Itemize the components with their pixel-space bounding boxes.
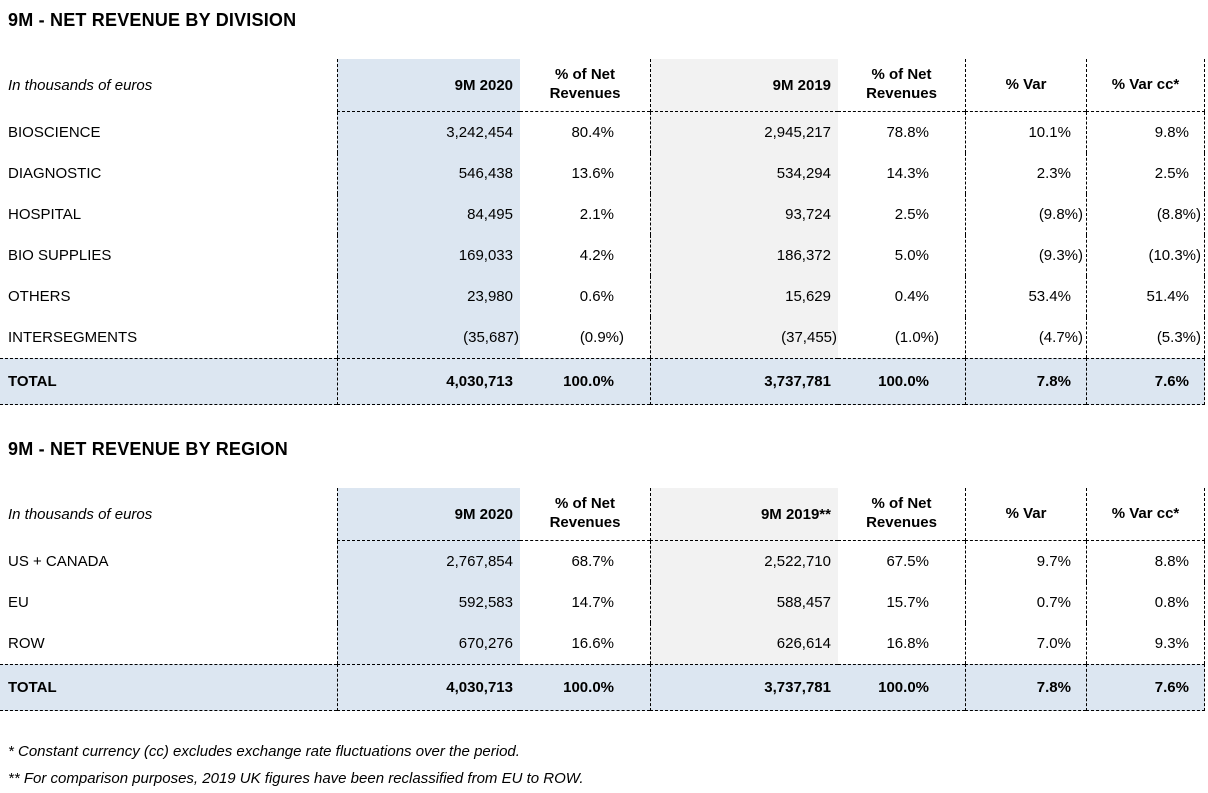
row-label-row: ROW — [8, 635, 45, 652]
cell-value: (8.8%) — [1086, 194, 1205, 235]
total-cell-value: 7.8% — [965, 358, 1086, 405]
cell-value: (9.3%) — [965, 235, 1086, 276]
total-cell-value: 7.6% — [1086, 664, 1205, 711]
col-header-pct-var-cc: % Var cc* — [1086, 488, 1205, 541]
net-revenue-by-division-table — [0, 59, 1208, 405]
col-header-9m-2020: 9M 2020 — [337, 488, 520, 541]
col-header-pct-net-revenues-2020: % of Net Revenues — [520, 59, 650, 112]
row-label-eu: EU — [8, 594, 29, 611]
region-table-title: 9M - NET REVENUE BY REGION — [8, 439, 288, 459]
cell-value: 0.4% — [894, 288, 929, 305]
cell-value: (35,687) — [337, 317, 520, 358]
cell-value: 0.6% — [579, 288, 614, 305]
cell-value: 68.7% — [571, 553, 614, 570]
row-label-bioscience: BIOSCIENCE — [8, 124, 101, 141]
cell-value: 2.3% — [965, 153, 1086, 194]
cell-value: 9.7% — [965, 541, 1086, 582]
cell-value: (37,455) — [650, 317, 838, 358]
cell-value: 53.4% — [965, 276, 1086, 317]
total-cell-value: 3,737,781 — [650, 664, 838, 711]
cell-value: 2,945,217 — [650, 112, 838, 153]
col-header-pct-var: % Var — [965, 59, 1086, 112]
cell-value: 2,522,710 — [650, 541, 838, 582]
col-header-pct-net-revenues-2019: % of Net Revenues — [838, 488, 965, 541]
row-label-hospital: HOSPITAL — [8, 206, 82, 223]
cell-value: 15,629 — [650, 276, 838, 317]
col-header-9m-2019: 9M 2019 — [650, 59, 838, 112]
cell-value: 9.3% — [1086, 623, 1205, 664]
total-cell-value: 4,030,713 — [337, 358, 520, 405]
row-label-diagnostic: DIAGNOSTIC — [8, 165, 102, 182]
cell-value: 23,980 — [337, 276, 520, 317]
cell-value: 16.8% — [886, 635, 929, 652]
total-cell-value: 100.0% — [838, 358, 965, 405]
total-cell-value: 100.0% — [520, 664, 650, 711]
col-header-9m-2019: 9M 2019** — [650, 488, 838, 541]
cell-value: 9.8% — [1086, 112, 1205, 153]
total-cell-value: 4,030,713 — [337, 664, 520, 711]
col-header-pct-var-cc: % Var cc* — [1086, 59, 1205, 112]
cell-value: 8.8% — [1086, 541, 1205, 582]
cell-value: 16.6% — [571, 635, 614, 652]
cell-value: 0.8% — [1086, 582, 1205, 623]
cell-value: (9.8%) — [965, 194, 1086, 235]
cell-value: (10.3%) — [1086, 235, 1205, 276]
total-cell-value: 7.6% — [1086, 358, 1205, 405]
cell-value: 14.3% — [886, 165, 929, 182]
row-label-us-canada: US + CANADA — [8, 553, 109, 570]
unit-label: In thousands of euros — [8, 506, 153, 523]
total-cell-value: 100.0% — [838, 664, 965, 711]
total-cell-value: 3,737,781 — [650, 358, 838, 405]
cell-value: (4.7%) — [965, 317, 1086, 358]
col-header-pct-var: % Var — [965, 488, 1086, 541]
cell-value: 93,724 — [650, 194, 838, 235]
cell-value: 2.5% — [1086, 153, 1205, 194]
cell-value: 13.6% — [571, 165, 614, 182]
cell-value: 186,372 — [650, 235, 838, 276]
cell-value: 5.0% — [894, 247, 929, 264]
col-header-pct-net-revenues-2019: % of Net Revenues — [838, 59, 965, 112]
cell-value: 546,438 — [337, 153, 520, 194]
cell-value: 592,583 — [337, 582, 520, 623]
cell-value: 80.4% — [571, 124, 614, 141]
cell-value: 51.4% — [1086, 276, 1205, 317]
total-row-label: TOTAL — [0, 664, 337, 711]
cell-value: (0.9%) — [579, 329, 624, 346]
cell-value: 4.2% — [579, 247, 614, 264]
row-label-others: OTHERS — [8, 288, 71, 305]
row-label-intersegments: INTERSEGMENTS — [8, 329, 138, 346]
cell-value: (5.3%) — [1086, 317, 1205, 358]
cell-value: 2.1% — [579, 206, 614, 223]
cell-value: (1.0%) — [894, 329, 939, 346]
cell-value: 2,767,854 — [337, 541, 520, 582]
cell-value: 7.0% — [965, 623, 1086, 664]
footnote-constant-currency: * Constant currency (cc) excludes exchange rate fluctuations over the period. — [8, 743, 520, 760]
cell-value: 670,276 — [337, 623, 520, 664]
cell-value: 2.5% — [894, 206, 929, 223]
cell-value: 534,294 — [650, 153, 838, 194]
col-header-pct-net-revenues-2020: % of Net Revenues — [520, 488, 650, 541]
cell-value: 10.1% — [965, 112, 1086, 153]
cell-value: 67.5% — [886, 553, 929, 570]
cell-value: 0.7% — [965, 582, 1086, 623]
cell-value: 626,614 — [650, 623, 838, 664]
unit-label: In thousands of euros — [8, 77, 153, 94]
total-cell-value: 7.8% — [965, 664, 1086, 711]
cell-value: 14.7% — [571, 594, 614, 611]
cell-value: 15.7% — [886, 594, 929, 611]
cell-value: 3,242,454 — [337, 112, 520, 153]
division-table-title: 9M - NET REVENUE BY DIVISION — [8, 10, 297, 30]
cell-value: 84,495 — [337, 194, 520, 235]
footnote-uk-reclassification: ** For comparison purposes, 2019 UK figures have been reclassified from EU to ROW. — [8, 770, 584, 787]
row-label-bio-supplies: BIO SUPPLIES — [8, 247, 112, 264]
footnotes — [8, 738, 1208, 792]
cell-value: 78.8% — [886, 124, 929, 141]
total-row-label: TOTAL — [0, 358, 337, 405]
cell-value: 588,457 — [650, 582, 838, 623]
net-revenue-by-region-table — [0, 488, 1208, 711]
col-header-9m-2020: 9M 2020 — [337, 59, 520, 112]
cell-value: 169,033 — [337, 235, 520, 276]
total-cell-value: 100.0% — [520, 358, 650, 405]
